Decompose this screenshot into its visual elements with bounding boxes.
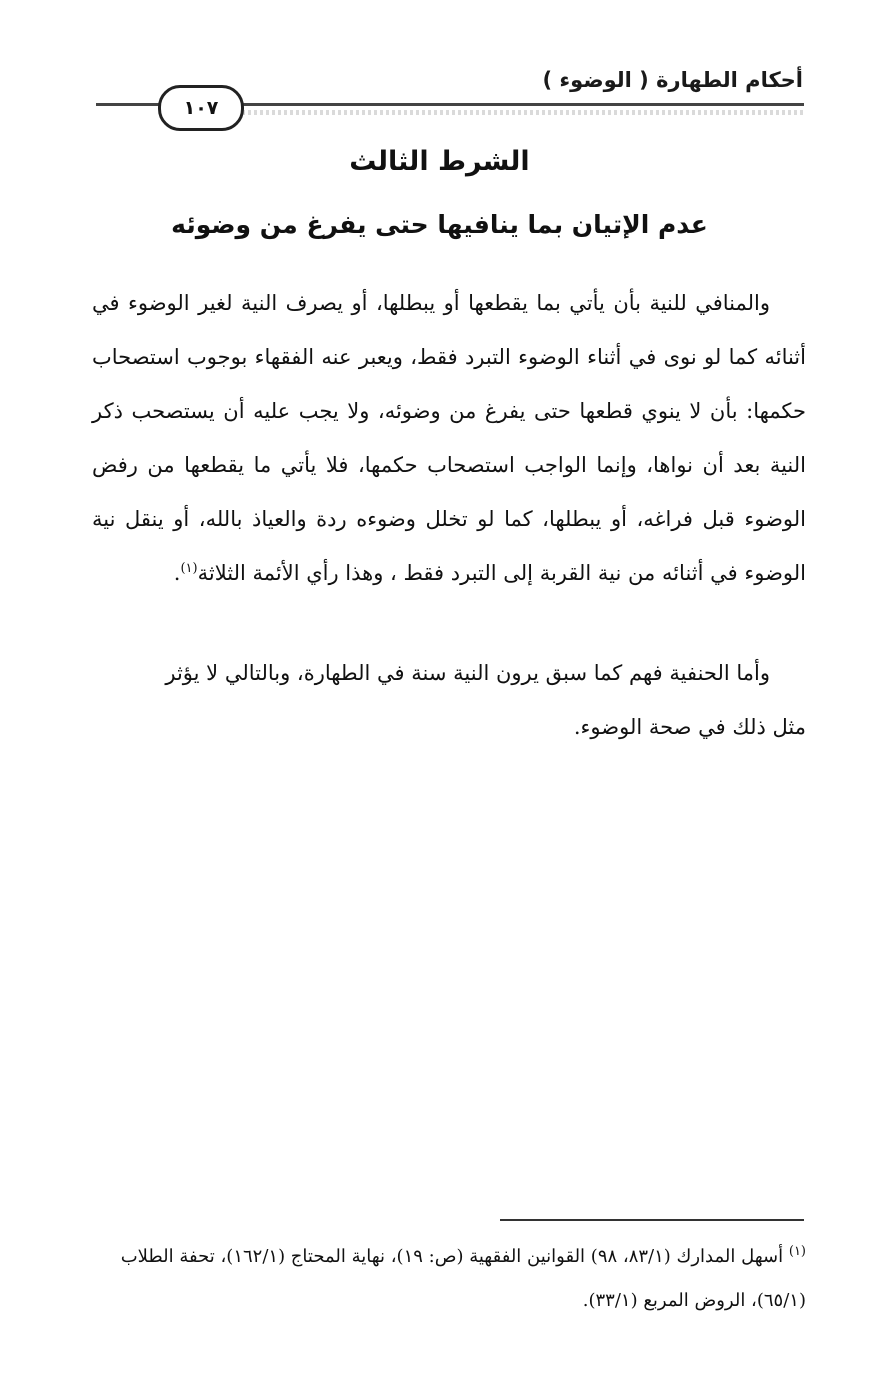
paragraph-1-text: والمنافي للنية بأن يأتي بما يقطعها أو يبطلها، أو يصرف النية لغير الوضوء في أثنائه كما لو نوى في أثناء الوضوء التبرد فقط، ويعبر عنه الفقهاء بوجوب استصحاب حكمها: بأن لا ينوي قطعها حتى يفرغ من وضوئه، ولا يجب عليه أن يستصحب ذكر النية بعد أن نواها، وإنما الواجب استصحاب حكمها، فلا يأتي ما يقطعها من رفض الوضوء قبل فراغه، أو يبطلها، كما لو تخلل وضوءه ردة والعياذ بالله، أو ينقل نية الوضوء في أثنائه من نية القربة إلى التبرد فقط ، وهذا رأي الأئمة الثلاثة bbox=[92, 291, 806, 585]
running-title: أحكام الطهارة ( الوضوء ) bbox=[542, 68, 803, 92]
paragraph-2-line-1 bbox=[92, 646, 806, 700]
paragraph-1-end: . bbox=[173, 561, 181, 585]
section-subtitle: عدم الإتيان بما ينافيها حتى يفرغ من وضوئه bbox=[171, 210, 708, 239]
paragraph-2-text-2: مثل ذلك في صحة الوضوء. bbox=[573, 715, 806, 739]
paragraph-2-text-1: وأما الحنفية فهم كما سبق يرون النية سنة في الطهارة، وبالتالي لا يؤثر bbox=[165, 661, 770, 685]
paragraph-1 bbox=[92, 276, 806, 600]
page-number: ١٠٧ bbox=[183, 97, 219, 119]
footnote-marker: (١) bbox=[788, 1244, 806, 1259]
page-number-badge bbox=[158, 85, 244, 131]
paragraph-2-line-2 bbox=[92, 700, 806, 754]
header-rule-texture bbox=[230, 110, 804, 115]
footnote-reference: (١) bbox=[180, 561, 198, 576]
footnote-text: أسهل المدارك (٨٣/١، ٩٨) القوانين الفقهية (ص: ١٩)، نهاية المحتاج (١٦٢/١)، تحفة الطلاب (٦٥/١)، الروض المربع (٣٣/١). bbox=[120, 1246, 806, 1311]
section-title: الشرط الثالث bbox=[349, 146, 530, 177]
footnote bbox=[92, 1235, 806, 1323]
footnote-separator bbox=[500, 1219, 804, 1221]
